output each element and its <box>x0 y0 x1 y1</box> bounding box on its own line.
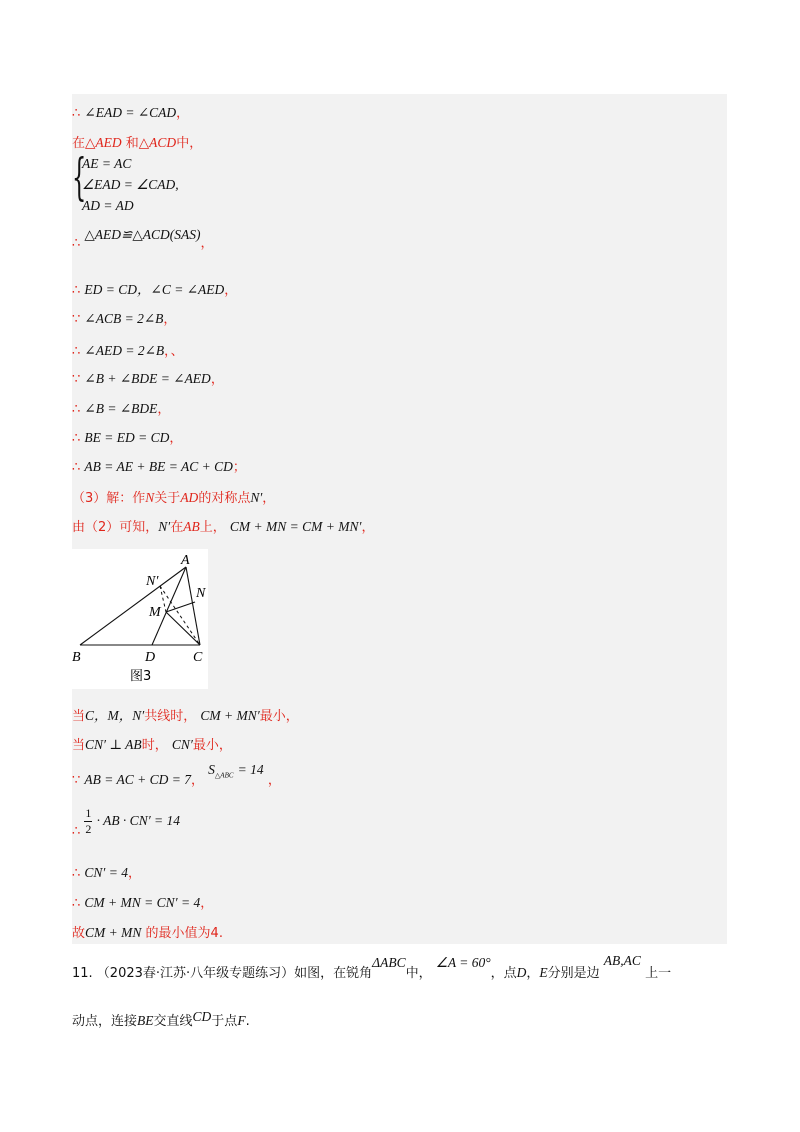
punctuation: ， <box>200 896 214 911</box>
text: 当 <box>72 709 86 724</box>
math-expression: △AED <box>85 135 122 150</box>
math-expression: △AED≌△ACD(SAS) <box>84 227 201 242</box>
answer-value: 4 <box>210 926 219 941</box>
math-expression: CD <box>192 1009 212 1024</box>
punctuation: ， <box>176 106 190 121</box>
math-expression: CM + MN = CN′ = 4 <box>84 895 201 910</box>
text: 中， <box>176 136 203 151</box>
math-expression: CN′ = 4 <box>84 865 128 880</box>
question-text: 交直线 <box>153 1014 193 1029</box>
math-expression: AB = AC + CD = 7 <box>84 772 192 787</box>
punctuation: . <box>245 1014 250 1029</box>
therefore-symbol: ∴ <box>72 106 81 121</box>
math-expression: ∠B = ∠BDE <box>84 401 158 416</box>
solution-line-8 <box>72 398 170 417</box>
text: 在 <box>72 136 86 151</box>
math-expression: ED = CD，∠C = ∠AED <box>84 282 225 297</box>
math-expression: S <box>208 762 215 777</box>
therefore-symbol: ∴ <box>72 283 81 298</box>
math-expression: C，M，N′ <box>85 708 145 723</box>
text: （3）解：作 <box>72 491 146 506</box>
solution-line-6 <box>72 340 184 359</box>
solution-line-10 <box>72 456 246 475</box>
punctuation: ， <box>163 312 177 327</box>
question-text: 于点 <box>211 1014 238 1029</box>
segment-ba <box>80 567 186 645</box>
math-expression: CN′ <box>171 737 193 752</box>
punctuation: ， <box>128 866 142 881</box>
math-expression: F <box>237 1013 246 1028</box>
text: 上， <box>199 520 226 535</box>
question-text: ，点 <box>490 966 517 981</box>
text: 共线时， <box>144 709 197 724</box>
solution-line-5 <box>72 308 176 327</box>
punctuation: ， <box>169 431 183 446</box>
punctuation: . <box>218 926 223 941</box>
text: 的最小值为 <box>145 926 211 941</box>
math-expression: D <box>516 965 527 980</box>
therefore-symbol: ∴ <box>72 460 81 475</box>
math-expression: N′ <box>158 519 171 534</box>
label-n-prime: N′ <box>146 574 159 589</box>
solution-block <box>72 94 727 944</box>
label-b: B <box>72 650 81 665</box>
math-expression: ∠A = 60° <box>435 955 491 970</box>
math-expression: = 14 <box>237 762 264 777</box>
punctuation: ， <box>200 236 214 251</box>
label-m: M <box>149 605 161 620</box>
math-expression: N′ <box>250 490 263 505</box>
punctuation: ， <box>361 520 375 535</box>
therefore-symbol: ∴ <box>72 236 81 251</box>
fraction-numerator: 1 <box>85 806 92 820</box>
label-c: C <box>193 650 203 665</box>
solution-line-15 <box>72 762 281 790</box>
geometry-figure <box>72 549 208 689</box>
therefore-symbol: ∴ <box>72 344 81 359</box>
question-11-line-1 <box>72 953 672 981</box>
text: 时， <box>141 738 168 753</box>
math-expression: ∠EAD = ∠CAD <box>84 105 177 120</box>
math-expression: ∠B + ∠BDE = ∠AED <box>84 371 211 386</box>
because-symbol: ∵ <box>72 773 81 788</box>
text: 关于 <box>154 491 181 506</box>
triangle-diagram <box>72 549 208 689</box>
solution-line-17 <box>72 862 141 881</box>
solution-line-4 <box>72 278 237 298</box>
math-expression: CM + MN′ <box>200 708 260 723</box>
therefore-symbol: ∴ <box>72 402 81 417</box>
question-11-line-2 <box>72 1010 250 1029</box>
label-d: D <box>145 650 156 665</box>
solution-line-18 <box>72 892 213 911</box>
math-expression: E <box>539 965 548 980</box>
math-expression: CN′ ⊥ AB <box>85 737 142 752</box>
punctuation: ， <box>210 372 224 387</box>
text: 的对称点 <box>198 491 251 506</box>
punctuation: ， <box>262 491 276 506</box>
solution-line-1 <box>72 102 189 121</box>
math-expression: ΔABC <box>372 955 406 970</box>
text: 当 <box>72 738 86 753</box>
therefore-symbol: ∴ <box>72 824 81 839</box>
math-expression: AD <box>180 490 199 505</box>
punctuation: ， <box>224 283 238 298</box>
therefore-symbol: ∴ <box>72 866 81 881</box>
math-expression: ∠ACB = 2∠B <box>84 311 164 326</box>
punctuation: ， <box>267 773 281 788</box>
question-text: 上一 <box>645 966 672 981</box>
because-symbol: ∵ <box>72 372 81 387</box>
punctuation: ， <box>526 966 540 981</box>
math-subscript: △ABC <box>214 771 234 780</box>
solution-line-12 <box>72 516 374 535</box>
solution-line-19 <box>72 922 223 941</box>
math-expression: BE <box>137 1013 154 1028</box>
figure-caption: 图3 <box>130 669 152 684</box>
therefore-symbol: ∴ <box>72 896 81 911</box>
segment-np-m-dashed <box>160 586 166 612</box>
solution-line-7 <box>72 368 224 387</box>
text: 和 <box>125 136 139 151</box>
math-expression: CM + MN <box>85 925 142 940</box>
math-expression: AB = AE + BE = AC + CD <box>84 459 233 474</box>
solution-line-13 <box>72 704 299 724</box>
text: 最小， <box>259 709 299 724</box>
question-text: 分别是边 <box>547 966 600 981</box>
system-row: AE = AC <box>82 156 132 171</box>
math-expression: ∠AED = 2∠B <box>84 343 165 358</box>
math-expression: AB <box>183 519 200 534</box>
solution-line-16 <box>72 806 181 847</box>
question-text: 动点，连接 <box>72 1014 138 1029</box>
fraction-denominator: 2 <box>85 822 92 836</box>
math-expression: AB,AC <box>603 953 641 968</box>
solution-line-14 <box>72 734 232 753</box>
math-expression: N <box>145 490 155 505</box>
punctuation: ， <box>191 773 205 788</box>
question-text: 中， <box>405 966 432 981</box>
punctuation: ，、 <box>164 344 184 359</box>
label-n: N <box>196 586 206 601</box>
solution-line-3 <box>72 227 214 251</box>
punctuation: ， <box>157 402 171 417</box>
question-text: 11. （2023春·江苏·八年级专题练习）如图，在锐角 <box>72 966 373 981</box>
solution-line-2 <box>72 132 202 151</box>
text: 在 <box>170 520 184 535</box>
solution-line-9 <box>72 427 182 446</box>
text: 由（2）可知， <box>72 520 159 535</box>
solution-line-11 <box>72 487 275 506</box>
left-brace: { <box>72 148 87 206</box>
math-expression: BE = ED = CD <box>84 430 170 445</box>
text: 故 <box>72 926 86 941</box>
therefore-symbol: ∴ <box>72 431 81 446</box>
math-expression: △ACD <box>138 135 177 150</box>
punctuation: ； <box>232 460 246 475</box>
system-row: ∠EAD = ∠CAD, <box>82 177 179 192</box>
because-symbol: ∵ <box>72 312 81 327</box>
math-expression: · AB · CN′ = 14 <box>96 813 181 828</box>
label-a: A <box>181 553 190 568</box>
system-row: AD = AD <box>82 198 134 213</box>
text: 最小， <box>192 738 232 753</box>
fraction <box>84 806 92 837</box>
segment-np-c-dashed <box>160 586 200 645</box>
math-expression: CM + MN = CM + MN′ <box>229 519 362 534</box>
